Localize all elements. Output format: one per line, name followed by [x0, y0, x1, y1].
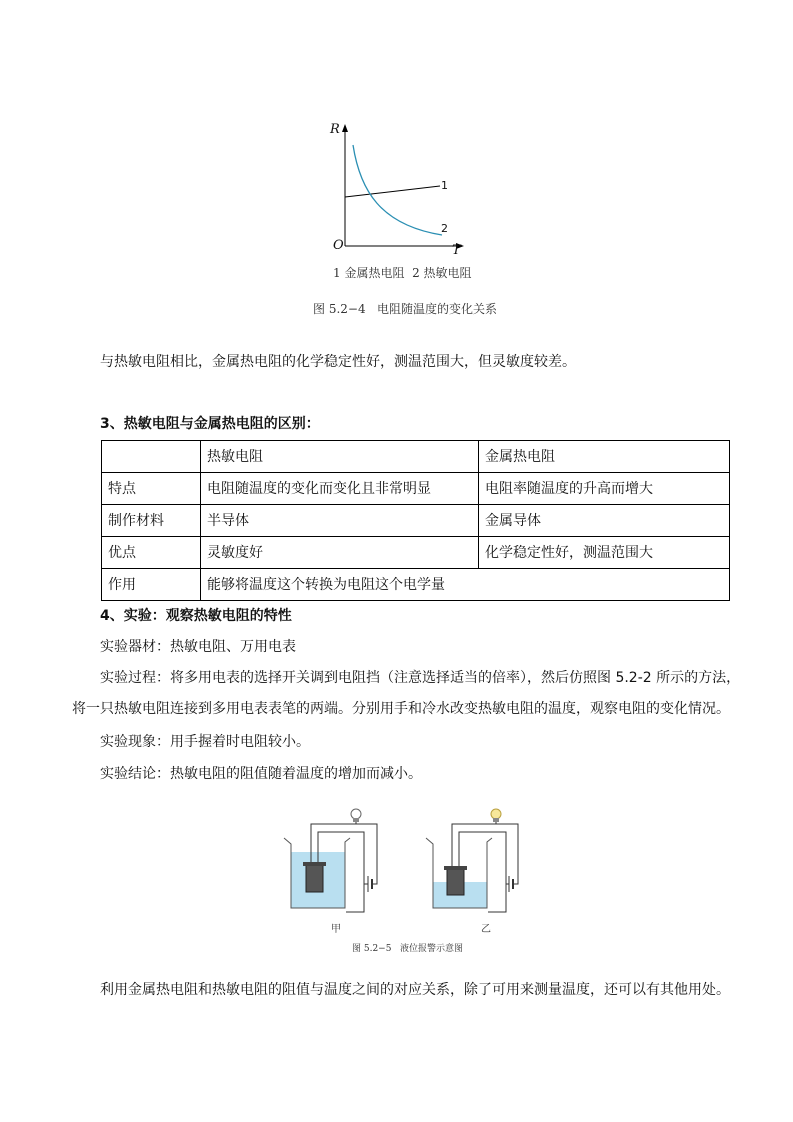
- table-cell: 制作材料: [102, 505, 201, 537]
- table-cell: 优点: [102, 537, 201, 569]
- curve1-label: 1: [441, 179, 448, 192]
- figure1-caption: 图 5.2−4 电阻随温度的变化关系: [313, 302, 498, 316]
- exp-materials: 实验器材：热敏电阻、万用电表: [100, 639, 296, 655]
- exp-conclusion: 实验结论：热敏电阻的阻值随着温度的增加而减小。: [100, 766, 422, 782]
- exp-process-line2: 将一只热敏电阻连接到多用电表表笔的两端。分别用手和冷水改变热敏电阻的温度，观察电阻的变化情况。: [72, 701, 730, 717]
- exp-phenomenon: 实验现象：用手握着时电阻较小。: [100, 734, 310, 750]
- table-cell: 特点: [102, 473, 201, 505]
- table-cell: 灵敏度好: [201, 537, 479, 569]
- table-cell: 化学稳定性好，测温范围大: [479, 537, 730, 569]
- bulb-a-base: [353, 818, 359, 822]
- origin-label: O: [333, 238, 344, 253]
- curve2-label: 2: [441, 222, 448, 235]
- beaker-a: [284, 809, 377, 912]
- curve-thermistor: [353, 145, 442, 235]
- figure2-label-a: 甲: [331, 924, 341, 935]
- figure2-caption: 图 5.2−5 液位报警示意图: [352, 944, 464, 954]
- y-axis-arrow: [342, 124, 348, 132]
- table-cell: 金属导体: [479, 505, 730, 537]
- table-row: [102, 569, 730, 601]
- thermistor-b-cap: [444, 866, 467, 870]
- comparison-table: [101, 440, 730, 601]
- table-header-cell: 热敏电阻: [201, 441, 479, 473]
- figure1-legend: 1 金属热电阻 2 热敏电阻: [333, 266, 472, 280]
- section4-heading: 4、实验：观察热敏电阻的特性: [100, 608, 292, 624]
- table-cell: 作用: [102, 569, 201, 601]
- thermistor-b: [447, 868, 464, 895]
- table-cell: 电阻随温度的变化而变化且非常明显: [201, 473, 479, 505]
- table-header-cell: [102, 441, 201, 473]
- table-row: [102, 473, 730, 505]
- table-row: [102, 537, 730, 569]
- thermistor-a: [306, 864, 323, 892]
- bulb-a: [351, 809, 361, 819]
- x-axis-label: T: [452, 243, 461, 258]
- liquid-level-alarm-diagram: [280, 802, 530, 917]
- bulb-b: [491, 809, 501, 819]
- curve-metal-resistor: [345, 186, 440, 197]
- table-cell-merged: 能够将温度这个转换为电阻这个电学量: [201, 569, 730, 601]
- section3-heading: 3、热敏电阻与金属热电阻的区别：: [100, 416, 320, 432]
- table-header-cell: 金属热电阻: [479, 441, 730, 473]
- y-axis-label: R: [330, 122, 340, 137]
- exp-process-line1: 实验过程：将多用电表的选择开关调到电阻挡（注意选择适当的倍率），然后仿照图 5.2-2 所示的方法，: [100, 670, 741, 686]
- table-cell: 电阻率随温度的升高而增大: [479, 473, 730, 505]
- compare-paragraph: 与热敏电阻相比，金属热电阻的化学稳定性好，测温范围大，但灵敏度较差。: [100, 354, 576, 370]
- beaker-b: [426, 809, 518, 912]
- figure2-label-b: 乙: [481, 924, 491, 935]
- table-cell: 半导体: [201, 505, 479, 537]
- table-row: [102, 505, 730, 537]
- thermistor-a-cap: [303, 862, 326, 866]
- table-header-row: [102, 441, 730, 473]
- final-paragraph: 利用金属热电阻和热敏电阻的阻值与温度之间的对应关系，除了可用来测量温度，还可以有其他用处。: [100, 982, 730, 998]
- bulb-b-base: [493, 818, 499, 822]
